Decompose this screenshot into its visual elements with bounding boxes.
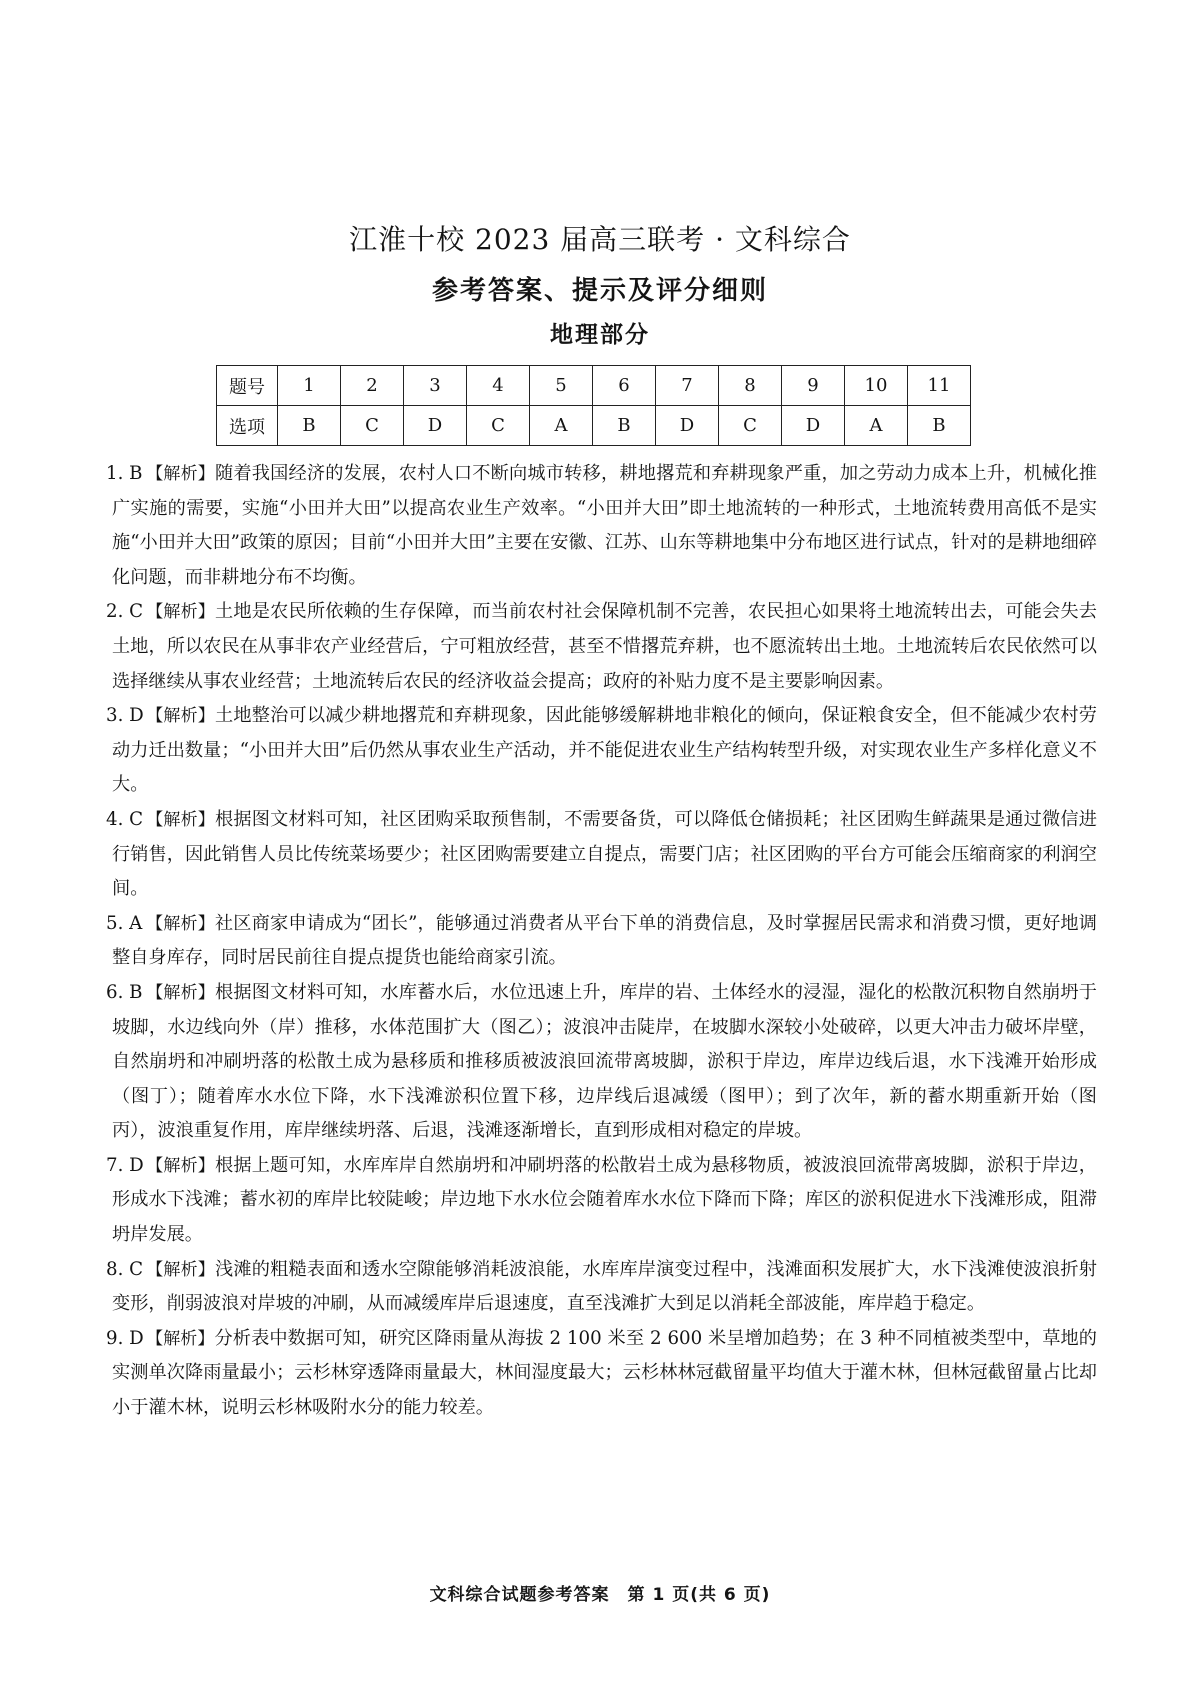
item-number: 3. D	[106, 705, 144, 727]
item-text: 根据图文材料可知，水库蓄水后，水位迅速上升，库岸的岩、土体经水的浸湿，湿化的松散沉积物自然崩坍于坡脚，水边线向外（岸）推移，水体范围扩大（图乙）；波浪冲击陡岸，在坡脚水深较小处破碎，以更大冲击力破坏岸壁，自然崩坍和冲刷坍落的松散土成为悬移质和推移质被波浪回流带离坡脚，淤积于岸边，库岸边线后退，水下浅滩开始形成（图丁）；随着库水水位下降，水下浅滩淤积位置下移，边岸线后退减缓（图甲）；到了次年，新的蓄水期重新开始（图丙），波浪重复作用，库岸继续坍落、后退，浅滩逐渐增长，直到形成相对稳定的岸坡。	[112, 981, 1097, 1142]
question-number-cell: 3	[404, 366, 467, 406]
answer-option-row	[217, 406, 971, 446]
section-heading: 地理部分	[550, 322, 650, 348]
item-number: 1. B	[106, 463, 143, 484]
explanation-item	[106, 907, 1097, 976]
item-number: 7. D	[106, 1154, 144, 1176]
question-number-cell: 4	[467, 366, 530, 406]
answer-key-subtitle: 参考答案、提示及评分细则	[431, 276, 768, 306]
item-number: 9. D	[106, 1327, 144, 1349]
item-number: 4. C	[106, 808, 144, 830]
question-number-cell: 1	[278, 366, 341, 406]
item-tag: 【解析】	[146, 1328, 215, 1349]
page-footer: 文科综合试题参考答案 第 1 页(共 6 页)	[429, 1585, 771, 1605]
answer-option-cell: C	[467, 406, 530, 446]
item-tag: 【解析】	[146, 1155, 215, 1176]
answer-table	[216, 365, 971, 446]
answer-option-cell: B	[593, 406, 656, 446]
question-number-cell: 9	[782, 366, 845, 406]
item-tag: 【解析】	[146, 464, 215, 484]
answer-option-cell: D	[782, 406, 845, 446]
question-number-cell: 8	[719, 366, 782, 406]
item-tag: 【解析】	[146, 809, 215, 830]
row-label-number: 题号	[217, 366, 278, 406]
answer-option-cell: B	[908, 406, 971, 446]
explanation-list	[106, 457, 1097, 1426]
item-text: 浅滩的粗糙表面和透水空隙能够消耗波浪能，水库库岸演变过程中，浅滩面积发展扩大，水下浅滩使波浪折射变形，削弱波浪对岸坡的冲刷，从而减缓库岸后退速度，直至浅滩扩大到足以消耗全部波能，库岸趋于稳定。	[112, 1258, 1097, 1315]
answer-option-cell: D	[404, 406, 467, 446]
answer-option-cell: A	[845, 406, 908, 446]
item-tag: 【解析】	[146, 1259, 215, 1280]
row-label-option: 选项	[217, 406, 278, 446]
explanation-item	[106, 699, 1097, 803]
item-text: 根据图文材料可知，社区团购采取预售制，不需要备货，可以降低仓储损耗；社区团购生鲜蔬果是通过微信进行销售，因此销售人员比传统菜场要少；社区团购需要建立自提点，需要门店；社区团购的平台方可能会压缩商家的利润空间。	[112, 808, 1097, 900]
answer-option-cell: A	[530, 406, 593, 446]
answer-option-cell: B	[278, 406, 341, 446]
item-number: 5. A	[106, 912, 143, 934]
question-number-cell: 6	[593, 366, 656, 406]
item-text: 土地是农民所依赖的生存保障，而当前农村社会保障机制不完善，农民担心如果将土地流转出去，可能会失去土地，所以农民在从事非农产业经营后，宁可粗放经营，甚至不惜撂荒弃耕，也不愿流转出土地。土地流转后农民依然可以选择继续从事农业经营；土地流转后农民的经济收益会提高；政府的补贴力度不是主要影响因素。	[112, 601, 1097, 692]
item-tag: 【解析】	[146, 706, 215, 727]
item-number: 8. C	[106, 1258, 144, 1280]
item-text: 根据上题可知，水库库岸自然崩坍和冲刷坍落的松散岩土成为悬移物质，被波浪回流带离坡脚，淤积于岸边，形成水下浅滩；蓄水初的库岸比较陡峻；岸边地下水水位会随着库水水位下降而下降；库区的淤积促进水下浅滩形成，阻滞坍岸发展。	[112, 1154, 1097, 1246]
answer-option-cell: C	[341, 406, 404, 446]
explanation-item	[106, 1149, 1097, 1253]
explanation-item	[106, 1322, 1097, 1426]
item-tag: 【解析】	[146, 602, 215, 623]
item-text: 分析表中数据可知，研究区降雨量从海拔 2 100 米至 2 600 米呈增加趋势；在 3 种不同植被类型中，草地的实测单次降雨量最小；云杉林穿透降雨量最大，林间湿度最大；云杉林林冠截留量平均值大于灌木林，但林冠截留量占比却小于灌木林，说明云杉林吸附水分的能力较差。	[112, 1327, 1097, 1419]
question-number-cell: 7	[656, 366, 719, 406]
explanation-item	[106, 803, 1097, 907]
item-tag: 【解析】	[146, 982, 215, 1003]
item-number: 6. B	[106, 981, 143, 1003]
answer-option-cell: D	[656, 406, 719, 446]
item-text: 土地整治可以减少耕地撂荒和弃耕现象，因此能够缓解耕地非粮化的倾向，保证粮食安全，但不能减少农村劳动力迁出数量；“小田并大田”后仍然从事农业生产活动，并不能促进农业生产结构转型升级，对实现农业生产多样化意义不大。	[112, 705, 1097, 796]
explanation-item	[106, 595, 1097, 699]
explanation-item	[106, 1253, 1097, 1322]
question-number-cell: 10	[845, 366, 908, 406]
item-tag: 【解析】	[146, 913, 215, 934]
explanation-item	[106, 976, 1097, 1149]
explanation-item	[106, 457, 1097, 595]
question-number-cell: 11	[908, 366, 971, 406]
item-text: 随着我国经济的发展，农村人口不断向城市转移，耕地撂荒和弃耕现象严重，加之劳动力成本上升，机械化推广实施的需要，实施“小田并大田”以提高农业生产效率。“小田并大田”即土地流转的一种形式，土地流转费用高低不是实施“小田并大田”政策的原因；目前“小田并大田”主要在安徽、江苏、山东等耕地集中分布地区进行试点，针对的是耕地细碎化问题，而非耕地分布不均衡。	[112, 463, 1097, 588]
exam-title: 江淮十校 2023 届高三联考 · 文科综合	[349, 223, 851, 256]
question-number-row	[217, 366, 971, 406]
question-number-cell: 2	[341, 366, 404, 406]
item-text: 社区商家申请成为“团长”，能够通过消费者从平台下单的消费信息，及时掌握居民需求和消费习惯，更好地调整自身库存，同时居民前往自提点提货也能给商家引流。	[112, 912, 1097, 969]
question-number-cell: 5	[530, 366, 593, 406]
answer-option-cell: C	[719, 406, 782, 446]
item-number: 2. C	[106, 601, 144, 623]
